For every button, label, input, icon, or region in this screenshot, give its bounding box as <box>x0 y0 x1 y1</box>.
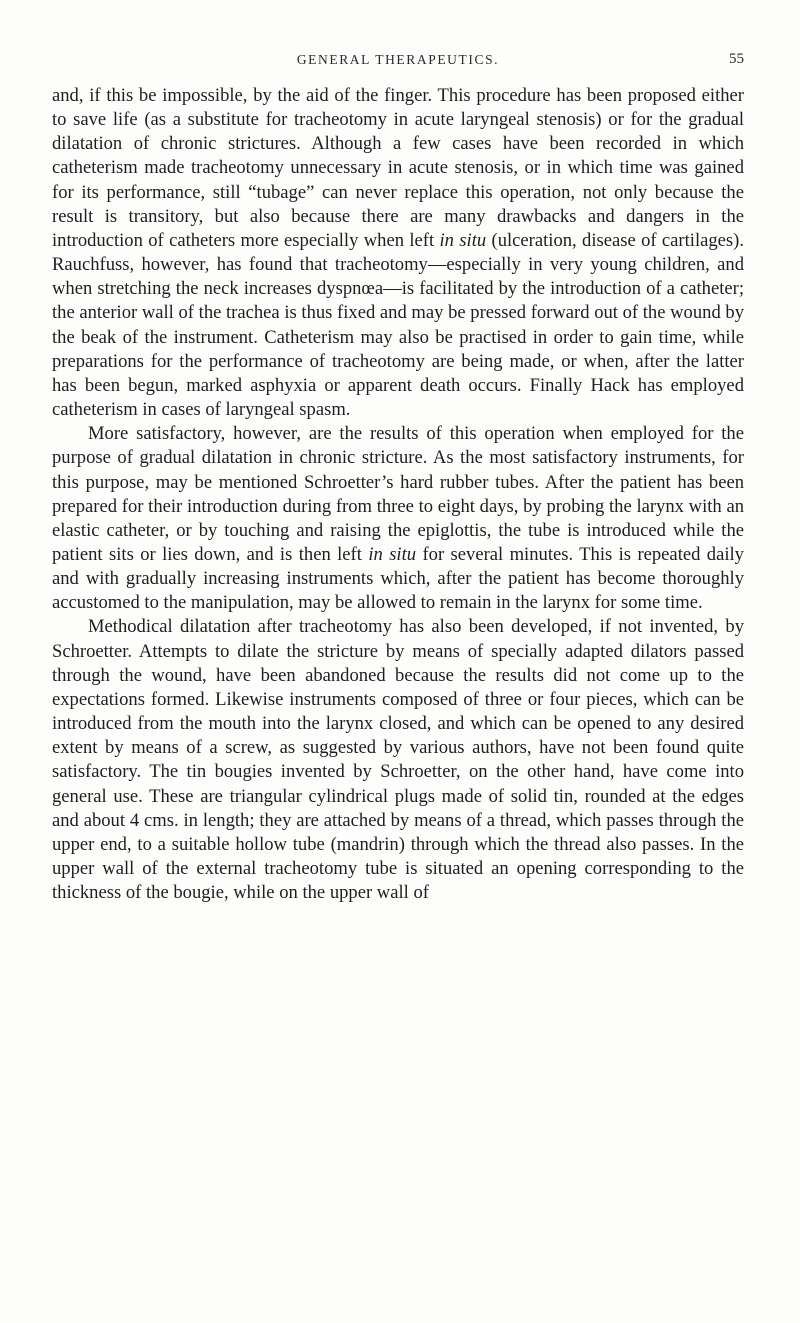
page-number: 55 <box>729 51 744 67</box>
paragraph-text: More satisfactory, however, are the results of this operation when employed for the purpose of gradual dilatation in chronic stricture. As the most satisfactory instruments, for this purpose, may be mentioned Schroetter’s hard rubber tubes. After the patient has been prepared for their introduction during from three to eight days, by probing the larynx with an elastic catheter, or by touching and raising the epiglottis, the tube is introduced while the patient sits or lies down, and is then left <box>52 423 744 565</box>
body-text <box>52 84 744 905</box>
italic-phrase: in situ <box>368 543 417 565</box>
paragraph-1 <box>52 84 744 422</box>
paragraph-text: for several minutes. This is repeated daily and with gradually increasing instruments which, after the patient has become thoroughly accustomed to the manipulation, may be allowed to remain in the larynx for some time. <box>52 543 744 614</box>
italic-phrase: in situ <box>439 229 487 251</box>
running-title: GENERAL THERAPEUTICS. <box>296 52 500 67</box>
paragraph-text: (ulceration, disease of cartilages). Rauchfuss, however, has found that tracheotomy—especially in very young children, and when stretching the neck increases dyspnœa—is facilitated by the introduction of a catheter; the anterior wall of the trachea is thus fixed and may be pressed forward out of the wound by the beak of the instrument. Catheterism may also be practised in order to gain time, while preparations for the performance of tracheotomy are being made, or when, after the latter has been begun, marked asphyxia or apparent death occurs. Finally Hack has employed catheterism in cases of laryngeal spasm. <box>52 229 744 421</box>
paragraph-text: Methodical dilatation after tracheotomy has also been developed, if not invented, by Schroetter. Attempts to dilate the stricture by means of specially adapted dilators passed through the wound, have been abandoned because the results did not come up to the expectations formed. Likewise instruments composed of three or four pieces, which can be introduced from the mouth into the larynx closed, and which can be opened to any desired extent by means of a screw, as suggested by various authors, have not been found quite satisfactory. The tin bougies invented by Schroetter, on the other hand, have come into general use. These are triangular cylindrical plugs made of solid tin, rounded at the edges and about 4 cms. in length; they are attached by means of a thread, which passes through the upper end, to a suitable hollow tube (mandrin) through which the thread also passes. In the upper wall of the external tracheotomy tube is situated an opening corresponding to the thickness of the bougie, while on the upper wall of <box>52 616 744 904</box>
paragraph-2 <box>52 422 744 615</box>
running-header <box>52 52 744 74</box>
paragraph-3 <box>52 615 744 905</box>
paragraph-text: and, if this be impossible, by the aid of the finger. This procedure has been proposed either to save life (as a substitute for tracheotomy in acute laryngeal stenosis) or for the gradual dilatation of chronic strictures. Although a few cases have been recorded in which catheterism made tracheotomy unnecessary in acute stenosis, or in which time was gained for its performance, still “tubage” can never replace this operation, not only because the result is transitory, but also because there are many drawbacks and dangers in the introduction of catheters more especially when left <box>52 85 744 251</box>
